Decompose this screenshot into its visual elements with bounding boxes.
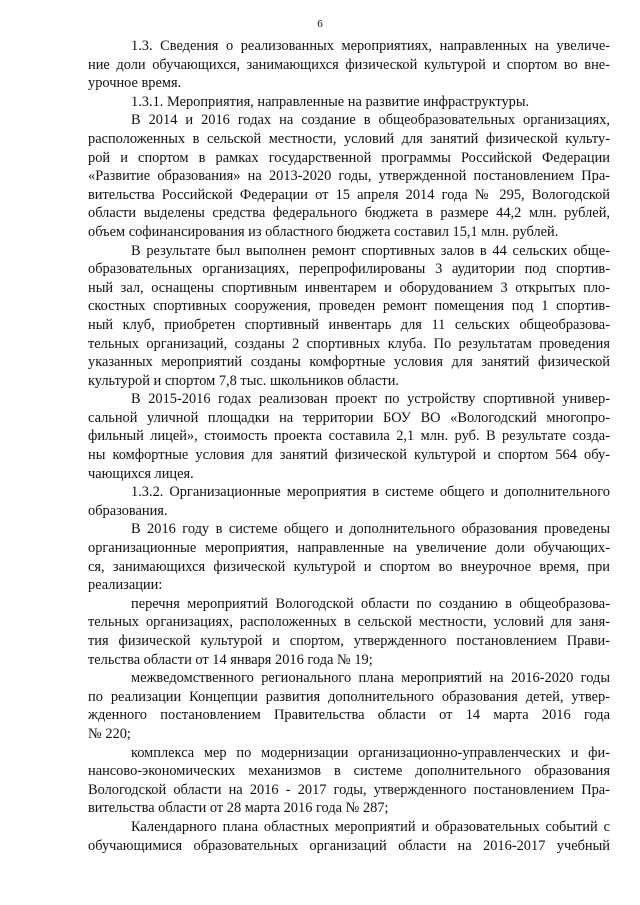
text-line: вительства Российской Федерации от 15 апреля 2014 года № 295, Вологодской	[88, 186, 610, 203]
page-number: 6	[317, 18, 323, 30]
text-line: рой и спортом в рамках государственной программы Российской Федерации	[88, 149, 610, 166]
text-line: № 220;	[88, 725, 131, 742]
text-line: скостных спортивных сооружения, проведен ремонт помещения под 1 спортив-	[88, 298, 610, 315]
text-line: образования.	[88, 502, 168, 519]
text-line: Календарного плана областных мероприятий и образовательных событий с	[131, 818, 610, 835]
text-line: ны комфортные условия для занятий физической культурой и спортом 564 обу-	[88, 447, 610, 464]
text-line: комплекса мер по модернизации организационно-управленческих и фи-	[131, 744, 610, 761]
text-line: тельства области от 14 января 2016 года № 19;	[88, 651, 373, 668]
text-line: ся, занимающихся физической культурой и спортом во внеурочное время, при	[88, 558, 610, 575]
text-line: жденного постановлением Правительства области от 14 марта 2016 года	[88, 707, 610, 724]
text-line: тельных организациях, расположенных в сельской местности, условий для заня-	[88, 614, 610, 631]
text-line: фильный лицей», стоимость проекта составила 2,1 млн. руб. В результате созда-	[88, 428, 610, 445]
text-line: урочное время.	[88, 75, 182, 92]
text-line: области выделены средства федерального бюджета в размере 44,2 млн. рублей,	[88, 205, 610, 222]
text-line: сальной уличной площадки на территории БОУ ВО «Вологодский многопро-	[88, 409, 610, 426]
text-line: образовательных организациях, перепрофилированы 3 аудитории под спортив-	[88, 261, 610, 278]
text-line: В 2015-2016 годах реализован проект по устройству спортивной универ-	[131, 391, 610, 408]
text-line: 1.3. Сведения о реализованных мероприятиях, направленных на увеличе-	[131, 38, 610, 54]
text-line: вительства области от 28 марта 2016 года № 287;	[88, 800, 389, 817]
text-line: 1.3.2. Организационные мероприятия в системе общего и дополнительного	[131, 484, 610, 501]
text-line: нансово-экономических механизмов в системе дополнительного образования	[88, 763, 610, 780]
text-line: межведомственного регионального плана мероприятий на 2016-2020 годы	[131, 670, 610, 687]
text-line: ный клуб, приобретен спортивный инвентарь для 11 сельских общеобразова-	[88, 316, 610, 333]
text-line: ние доли обучающихся, занимающихся физической культурой и спортом во вне-	[88, 56, 610, 73]
text-line: Вологодской области на 2016 - 2017 годы, утвержденного постановлением Пра-	[88, 781, 610, 798]
text-line: по реализации Концепции развития дополнительного образования детей, утвер-	[88, 688, 610, 705]
text-line: чающихся лицея.	[88, 465, 194, 482]
text-line: указанных мероприятий созданы комфортные условия для занятий физической	[88, 354, 610, 371]
text-line: В 2016 году в системе общего и дополнительного образования проведены	[131, 521, 610, 538]
text-line: организационные мероприятия, направленные на увеличение доли обучающих-	[88, 540, 610, 557]
text-line: культурой и спортом 7,8 тыс. школьников области.	[88, 372, 400, 389]
page-body	[88, 37, 610, 855]
text-line: перечня мероприятий Вологодской области по созданию в общеобразова-	[131, 595, 610, 612]
text-line: В 2014 и 2016 годах на создание в общеобразовательных организациях,	[131, 112, 610, 129]
text-line: объем софинансирования из областного бюджета составил 15,1 млн. рублей.	[88, 223, 559, 240]
text-line: расположенных в сельской местности, условий для занятий физической культу-	[88, 130, 610, 147]
text-line: тия физической культурой и спортом, утвержденного постановлением Прави-	[88, 633, 610, 649]
text-line: 1.3.1. Мероприятия, направленные на развитие инфраструктуры.	[131, 93, 530, 110]
text-line: В результате был выполнен ремонт спортивных залов в 44 сельских обще-	[131, 242, 610, 259]
text-line: обучающимися образовательных организаций области на 2016-2017 учебный	[88, 837, 610, 854]
text-line: ный зал, оснащены спортивным инвентарем и оборудованием 3 открытых пло-	[88, 279, 610, 296]
text-line: тельных организаций, созданы 2 спортивных клуба. По результатам проведения	[88, 335, 610, 352]
text-line: реализации:	[88, 577, 163, 594]
text-line: «Развитие образования» на 2013-2020 годы, утвержденной постановлением Пра-	[88, 168, 610, 185]
